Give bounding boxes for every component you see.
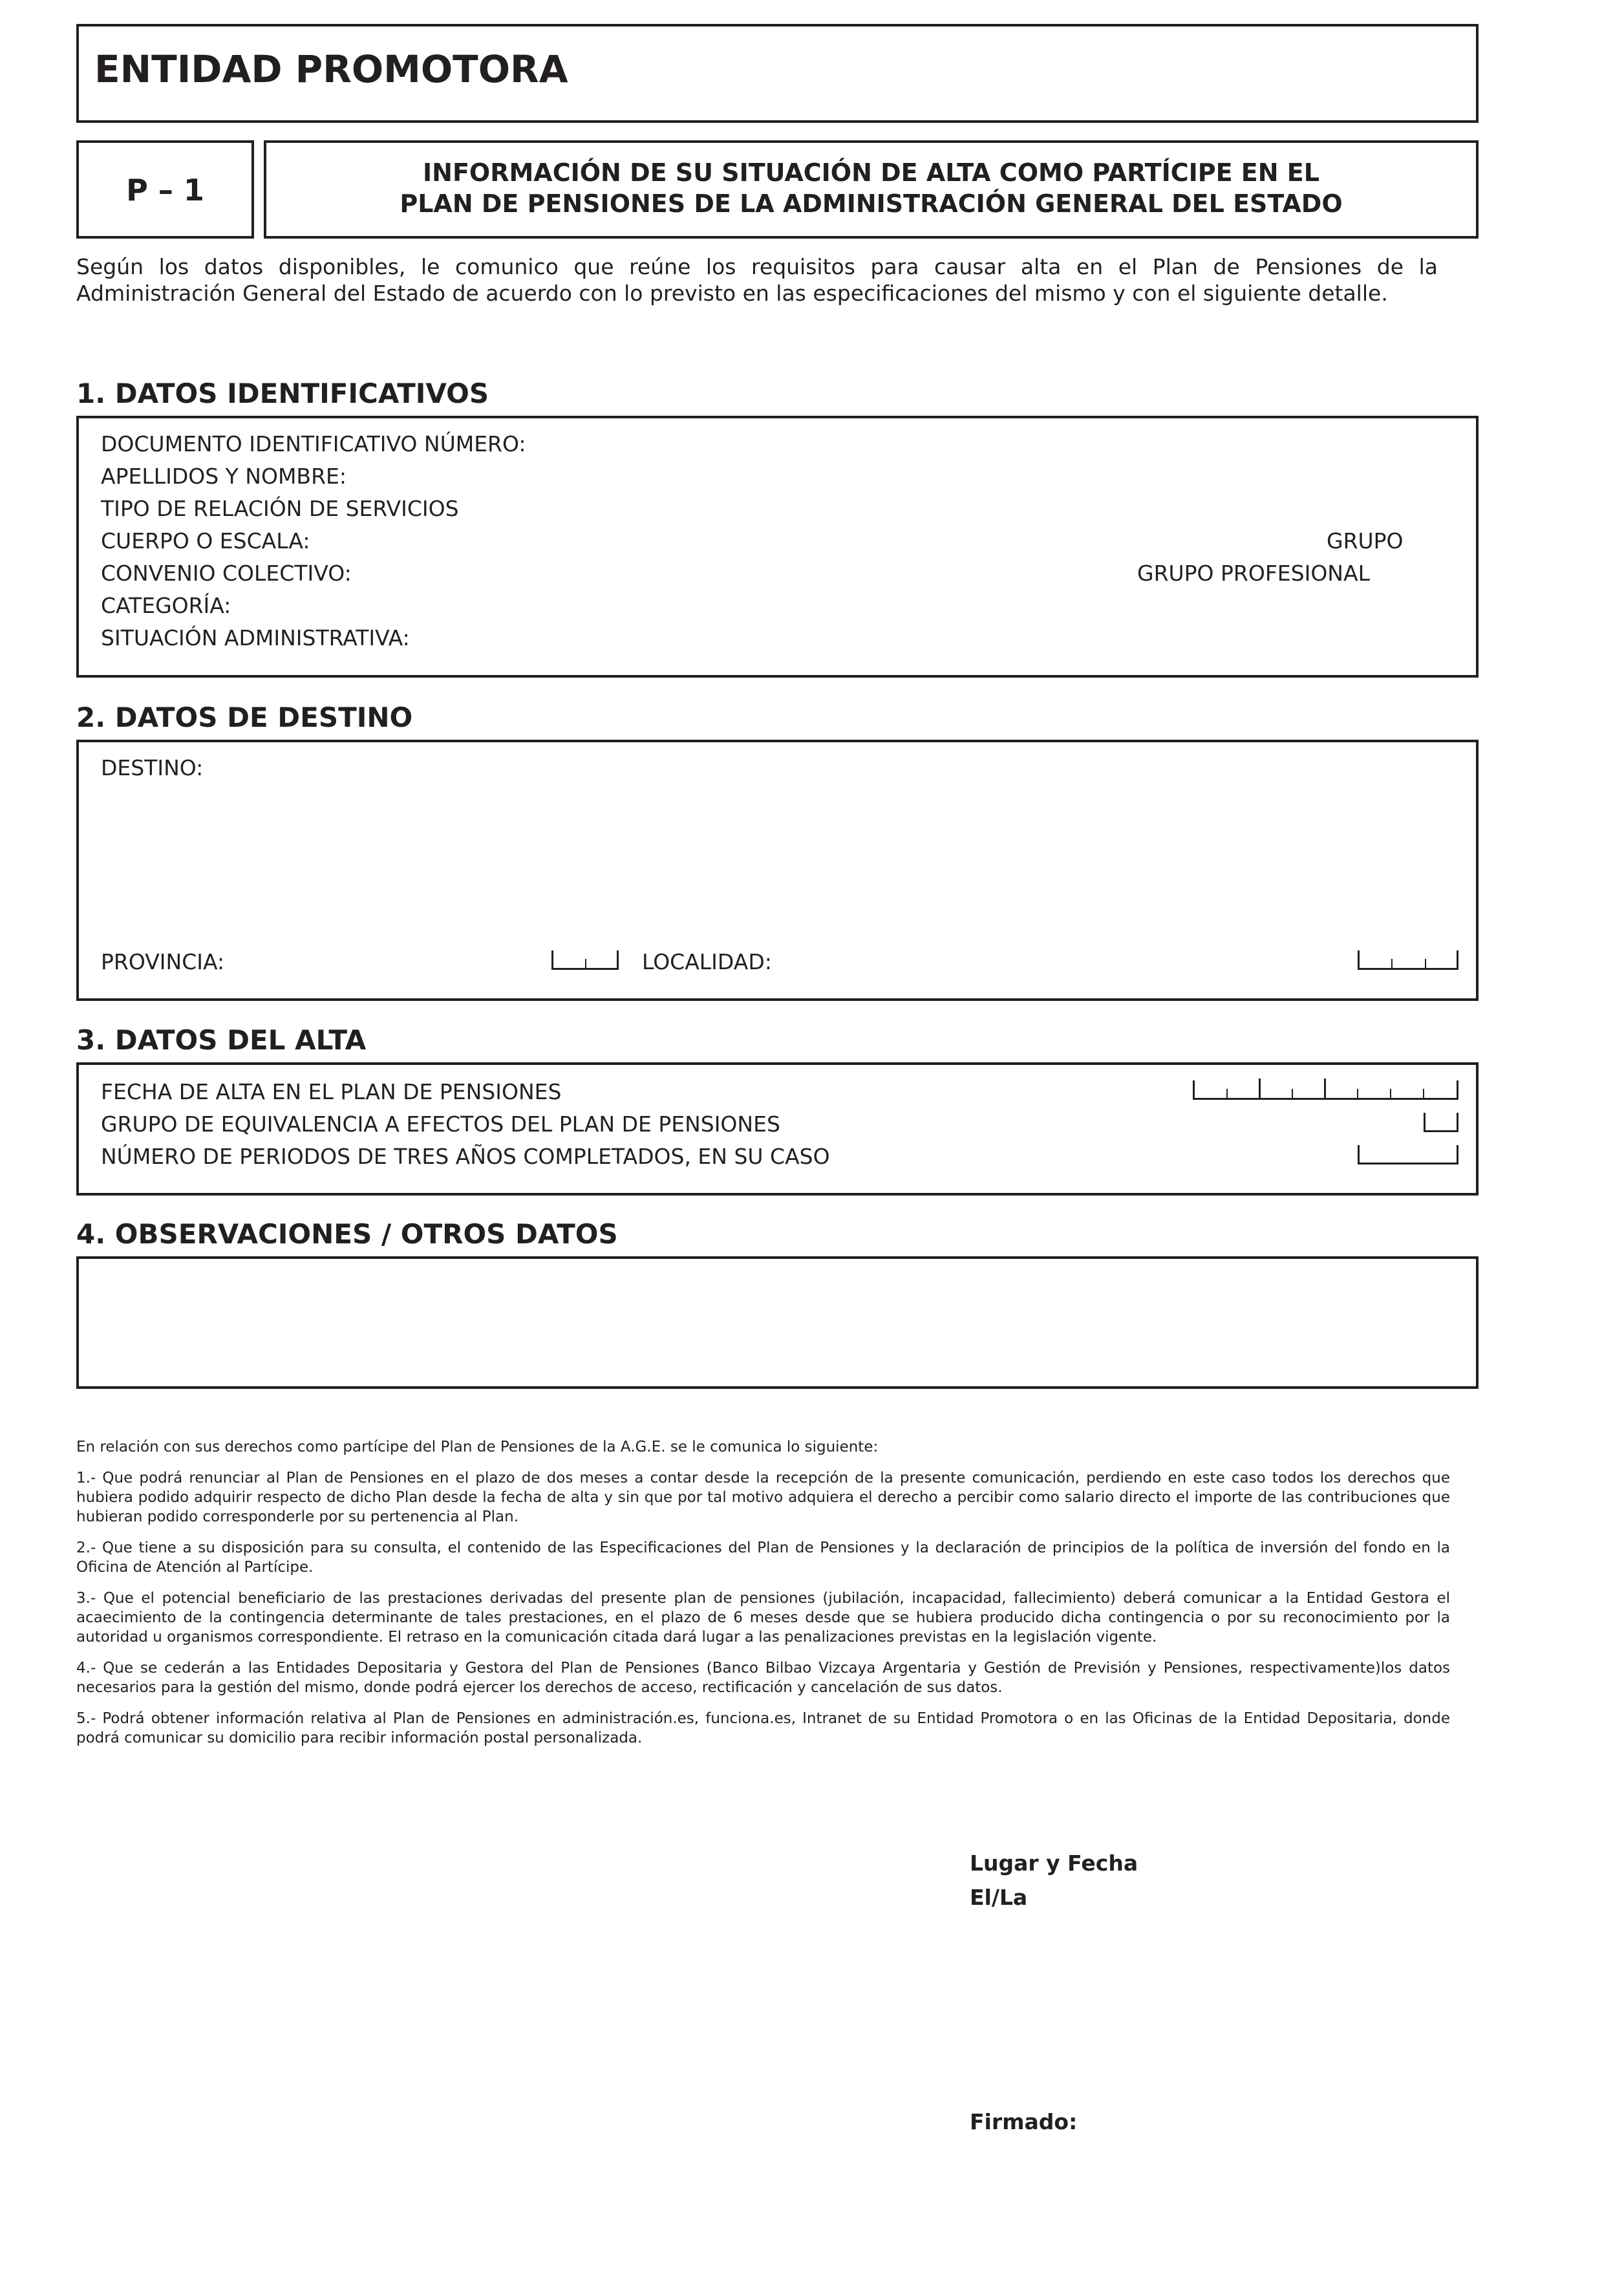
form-code-box — [76, 140, 254, 239]
legal-item-2: 2.- Que tiene a su disposición para su consulta, el contenido de las Especificaciones del Plan de Pensiones y la declaración de principios de la política de inversión del fondo en la Oficina de Atención al Partícipe. — [76, 1540, 1450, 1576]
numero-periodos-label: NÚMERO DE PERIODOS DE TRES AÑOS COMPLETADOS, EN SU CASO — [101, 1144, 830, 1169]
intro-paragraph: Según los datos disponibles, le comunico que reúne los requisitos para causar alta en el Plan de Pensiones de la Administración General del Estado de acuerdo con lo previsto en las especificaciones del mismo y con el siguiente detalle. — [76, 254, 1438, 306]
observaciones-box[interactable] — [76, 1256, 1479, 1389]
situacion-label: SITUACIÓN ADMINISTRATIVA: — [101, 625, 410, 650]
provincia-label: PROVINCIA: — [101, 949, 225, 974]
entidad-promotora-title: ENTIDAD PROMOTORA — [94, 47, 568, 91]
destino-label: DESTINO: — [101, 755, 204, 780]
section-2-title: 2. DATOS DE DESTINO — [76, 702, 413, 733]
legal-item-4: 4.- Que se cederán a las Entidades Depositaria y Gestora del Plan de Pensiones (Banco Bilbao Vizcaya Argentaria y Gestión de Previsión y Pensiones, respectivamente)los datos necesarios para la gestión del mismo, donde podrá ejercer los derechos de acceso, rectificación y cancelación de sus datos. — [76, 1660, 1450, 1696]
localidad-label: LOCALIDAD: — [642, 949, 772, 974]
section-4-title: 4. OBSERVACIONES / OTROS DATOS — [76, 1218, 618, 1250]
legal-item-3: 3.- Que el potencial beneficiario de las prestaciones derivadas del presente plan de pensiones (jubilación, incapacidad, fallecimiento) deberá comunicar a la Entidad Gestora el acaecimiento de la contingencia determinante de tales prestaciones, en el plazo de 6 meses desde que se hubiera producido dicha contingencia o por su reconocimiento por la autoridad u organismos correspondiente. El retraso en la comunicación citada dará lugar a las penalizaciones previstas en la legislación vigente. — [76, 1590, 1450, 1646]
numero-periodos-digit-box[interactable] — [1358, 1145, 1458, 1164]
section-3-box — [76, 1062, 1479, 1196]
grupo-equivalencia-label: GRUPO DE EQUIVALENCIA A EFECTOS DEL PLAN DE PENSIONES — [101, 1111, 780, 1137]
firmado-label: Firmado: — [970, 2109, 1078, 2134]
provincia-digit-boxes[interactable] — [551, 950, 619, 970]
convenio-label: CONVENIO COLECTIVO: — [101, 561, 352, 586]
fecha-alta-digit-boxes[interactable] — [1193, 1080, 1458, 1100]
form-title-line-2: PLAN DE PENSIONES DE LA ADMINISTRACIÓN GENERAL DEL ESTADO — [400, 189, 1343, 218]
cuerpo-label: CUERPO O ESCALA: — [101, 528, 310, 553]
fecha-alta-label: FECHA DE ALTA EN EL PLAN DE PENSIONES — [101, 1079, 562, 1104]
grupo-label: GRUPO — [1327, 528, 1404, 553]
localidad-digit-boxes[interactable] — [1358, 950, 1458, 970]
section-2-box — [76, 740, 1479, 1001]
el-la-label: El/La — [970, 1885, 1028, 1910]
legal-item-1: 1.- Que podrá renunciar al Plan de Pensiones en el plazo de dos meses a contar desde la recepción de la presente comunicación, perdiendo en este caso todos los derechos que hubiera podido adquirir respecto de dicho Plan desde la fecha de alta y sin que por tal motivo adquiera el derecho a percibir como salario directo el importe de las contribuciones que hubieran podido corresponderle por su pertenencia al Plan. — [76, 1470, 1450, 1525]
lugar-fecha-label: Lugar y Fecha — [970, 1851, 1138, 1876]
tipo-relacion-label: TIPO DE RELACIÓN DE SERVICIOS — [101, 496, 459, 521]
section-1-box — [76, 416, 1479, 678]
form-title-line-1: INFORMACIÓN DE SU SITUACIÓN DE ALTA COMO PARTÍCIPE EN EL — [423, 158, 1319, 187]
section-3-title: 3. DATOS DEL ALTA — [76, 1024, 367, 1056]
legal-item-5: 5.- Podrá obtener información relativa al Plan de Pensiones en administración.es, funciona.es, Intranet de su Entidad Promotora o en las Oficinas de la Entidad Depositaria, donde podrá comunicar su domicilio para recibir información postal personalizada. — [76, 1710, 1450, 1746]
apellidos-label: APELLIDOS Y NOMBRE: — [101, 464, 347, 489]
form-title-box — [264, 140, 1479, 239]
legal-notices — [76, 1437, 1450, 1759]
form-title — [266, 157, 1476, 219]
grupo-profesional-label: GRUPO PROFESIONAL — [1137, 561, 1370, 586]
documento-label: DOCUMENTO IDENTIFICATIVO NÚMERO: — [101, 431, 526, 456]
grupo-equivalencia-digit-box[interactable] — [1424, 1113, 1458, 1132]
section-1-title: 1. DATOS IDENTIFICATIVOS — [76, 378, 489, 409]
entidad-promotora-box — [76, 24, 1479, 123]
legal-intro: En relación con sus derechos como partícipe del Plan de Pensiones de la A.G.E. se le comunica lo siguiente: — [76, 1439, 879, 1455]
form-code: P – 1 — [126, 173, 204, 208]
categoria-label: CATEGORÍA: — [101, 593, 231, 618]
